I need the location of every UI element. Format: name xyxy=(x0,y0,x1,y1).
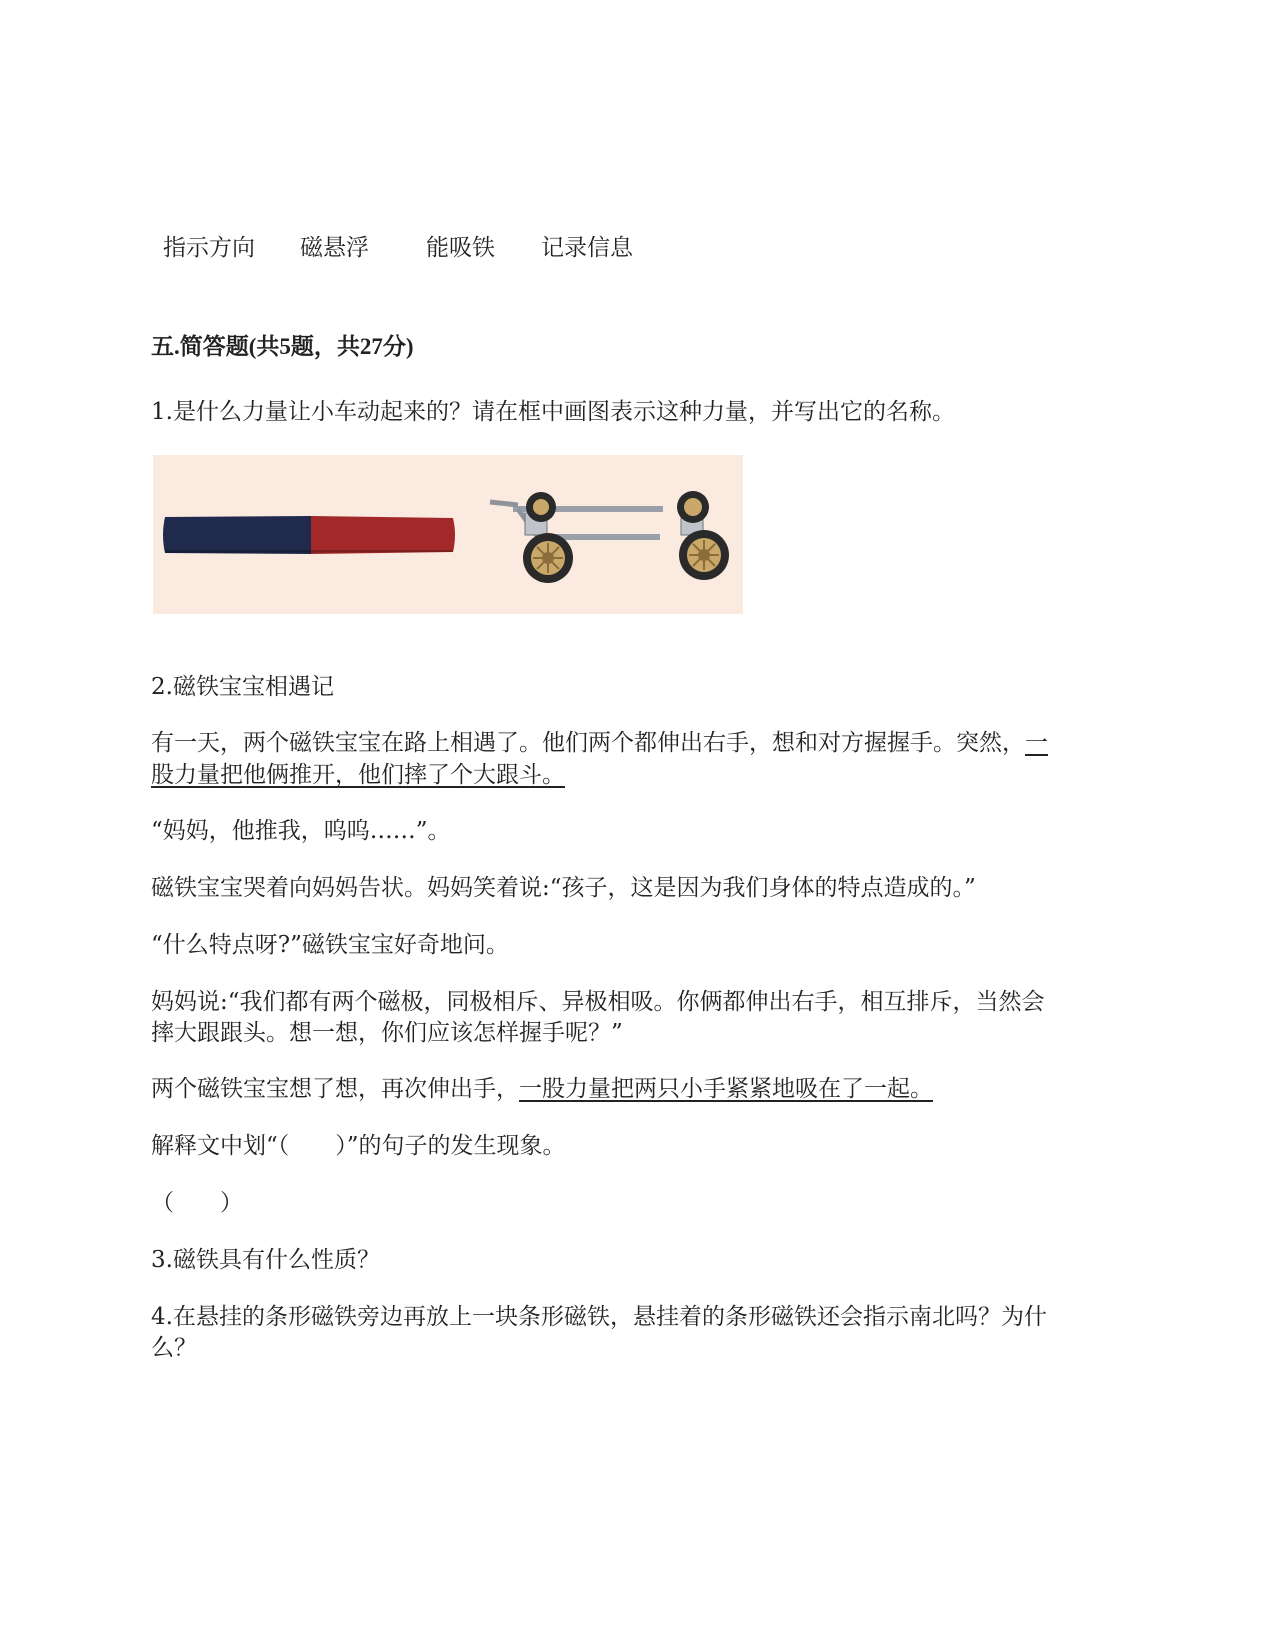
question-4-cont: 么？ xyxy=(151,1335,197,1361)
option-item: 磁悬浮 xyxy=(300,235,369,261)
question-4: 4.在悬挂的条形磁铁旁边再放上一块条形磁铁，悬挂着的条形磁铁还会指示南北吗？为什 xyxy=(151,1304,1047,1330)
underlined-sentence: 一 xyxy=(1025,730,1048,756)
wheel-left xyxy=(523,533,573,583)
story-paragraph-2: “妈妈，他推我，呜呜……”。 xyxy=(151,818,451,844)
wheel-right xyxy=(679,530,729,580)
answer-blank: （ ） xyxy=(151,1190,243,1216)
bar-magnet xyxy=(163,516,455,554)
option-item: 能吸铁 xyxy=(426,235,495,261)
story-paragraph-1 xyxy=(151,727,1048,759)
story-text: 有一天，两个磁铁宝宝在路上相遇了。他们两个都伸出右手，想和对方握握手。突然， xyxy=(151,730,1025,756)
story-paragraph-3: 磁铁宝宝哭着向妈妈告状。妈妈笑着说:“孩子，这是因为我们身体的特点造成的。” xyxy=(151,875,976,901)
question-1: 1.是什么力量让小车动起来的？请在框中画图表示这种力量，并写出它的名称。 xyxy=(151,399,955,425)
option-item: 记录信息 xyxy=(541,235,633,261)
option-item: 指示方向 xyxy=(163,235,255,261)
story-text: 两个磁铁宝宝想了想，再次伸出手， xyxy=(151,1076,519,1102)
story-paragraph-5-cont: 摔大跟跟头。想一想，你们应该怎样握手呢？” xyxy=(151,1020,623,1046)
underlined-sentence: 一股力量把两只小手紧紧地吸在了一起。 xyxy=(519,1076,933,1102)
section-title: 五.简答题(共5题，共27分) xyxy=(151,334,414,359)
magnet-and-car-figure xyxy=(153,455,743,614)
question-2-title: 2.磁铁宝宝相遇记 xyxy=(151,674,334,700)
story-paragraph-6 xyxy=(151,1073,933,1105)
story-paragraph-4: “什么特点呀?”磁铁宝宝好奇地问。 xyxy=(151,932,509,958)
underlined-sentence: 股力量把他俩推开，他们摔了个大跟斗。 xyxy=(151,762,565,788)
question-2-prompt: 解释文中划“（ ）”的句子的发生现象。 xyxy=(151,1133,566,1159)
question-3: 3.磁铁具有什么性质？ xyxy=(151,1247,380,1273)
magnet-car-illustration xyxy=(153,455,743,614)
story-paragraph-5: 妈妈说:“我们都有两个磁极，同极相斥、异极相吸。你俩都伸出右手，相互排斥，当然会 xyxy=(151,989,1045,1015)
toy-car xyxy=(490,491,729,583)
